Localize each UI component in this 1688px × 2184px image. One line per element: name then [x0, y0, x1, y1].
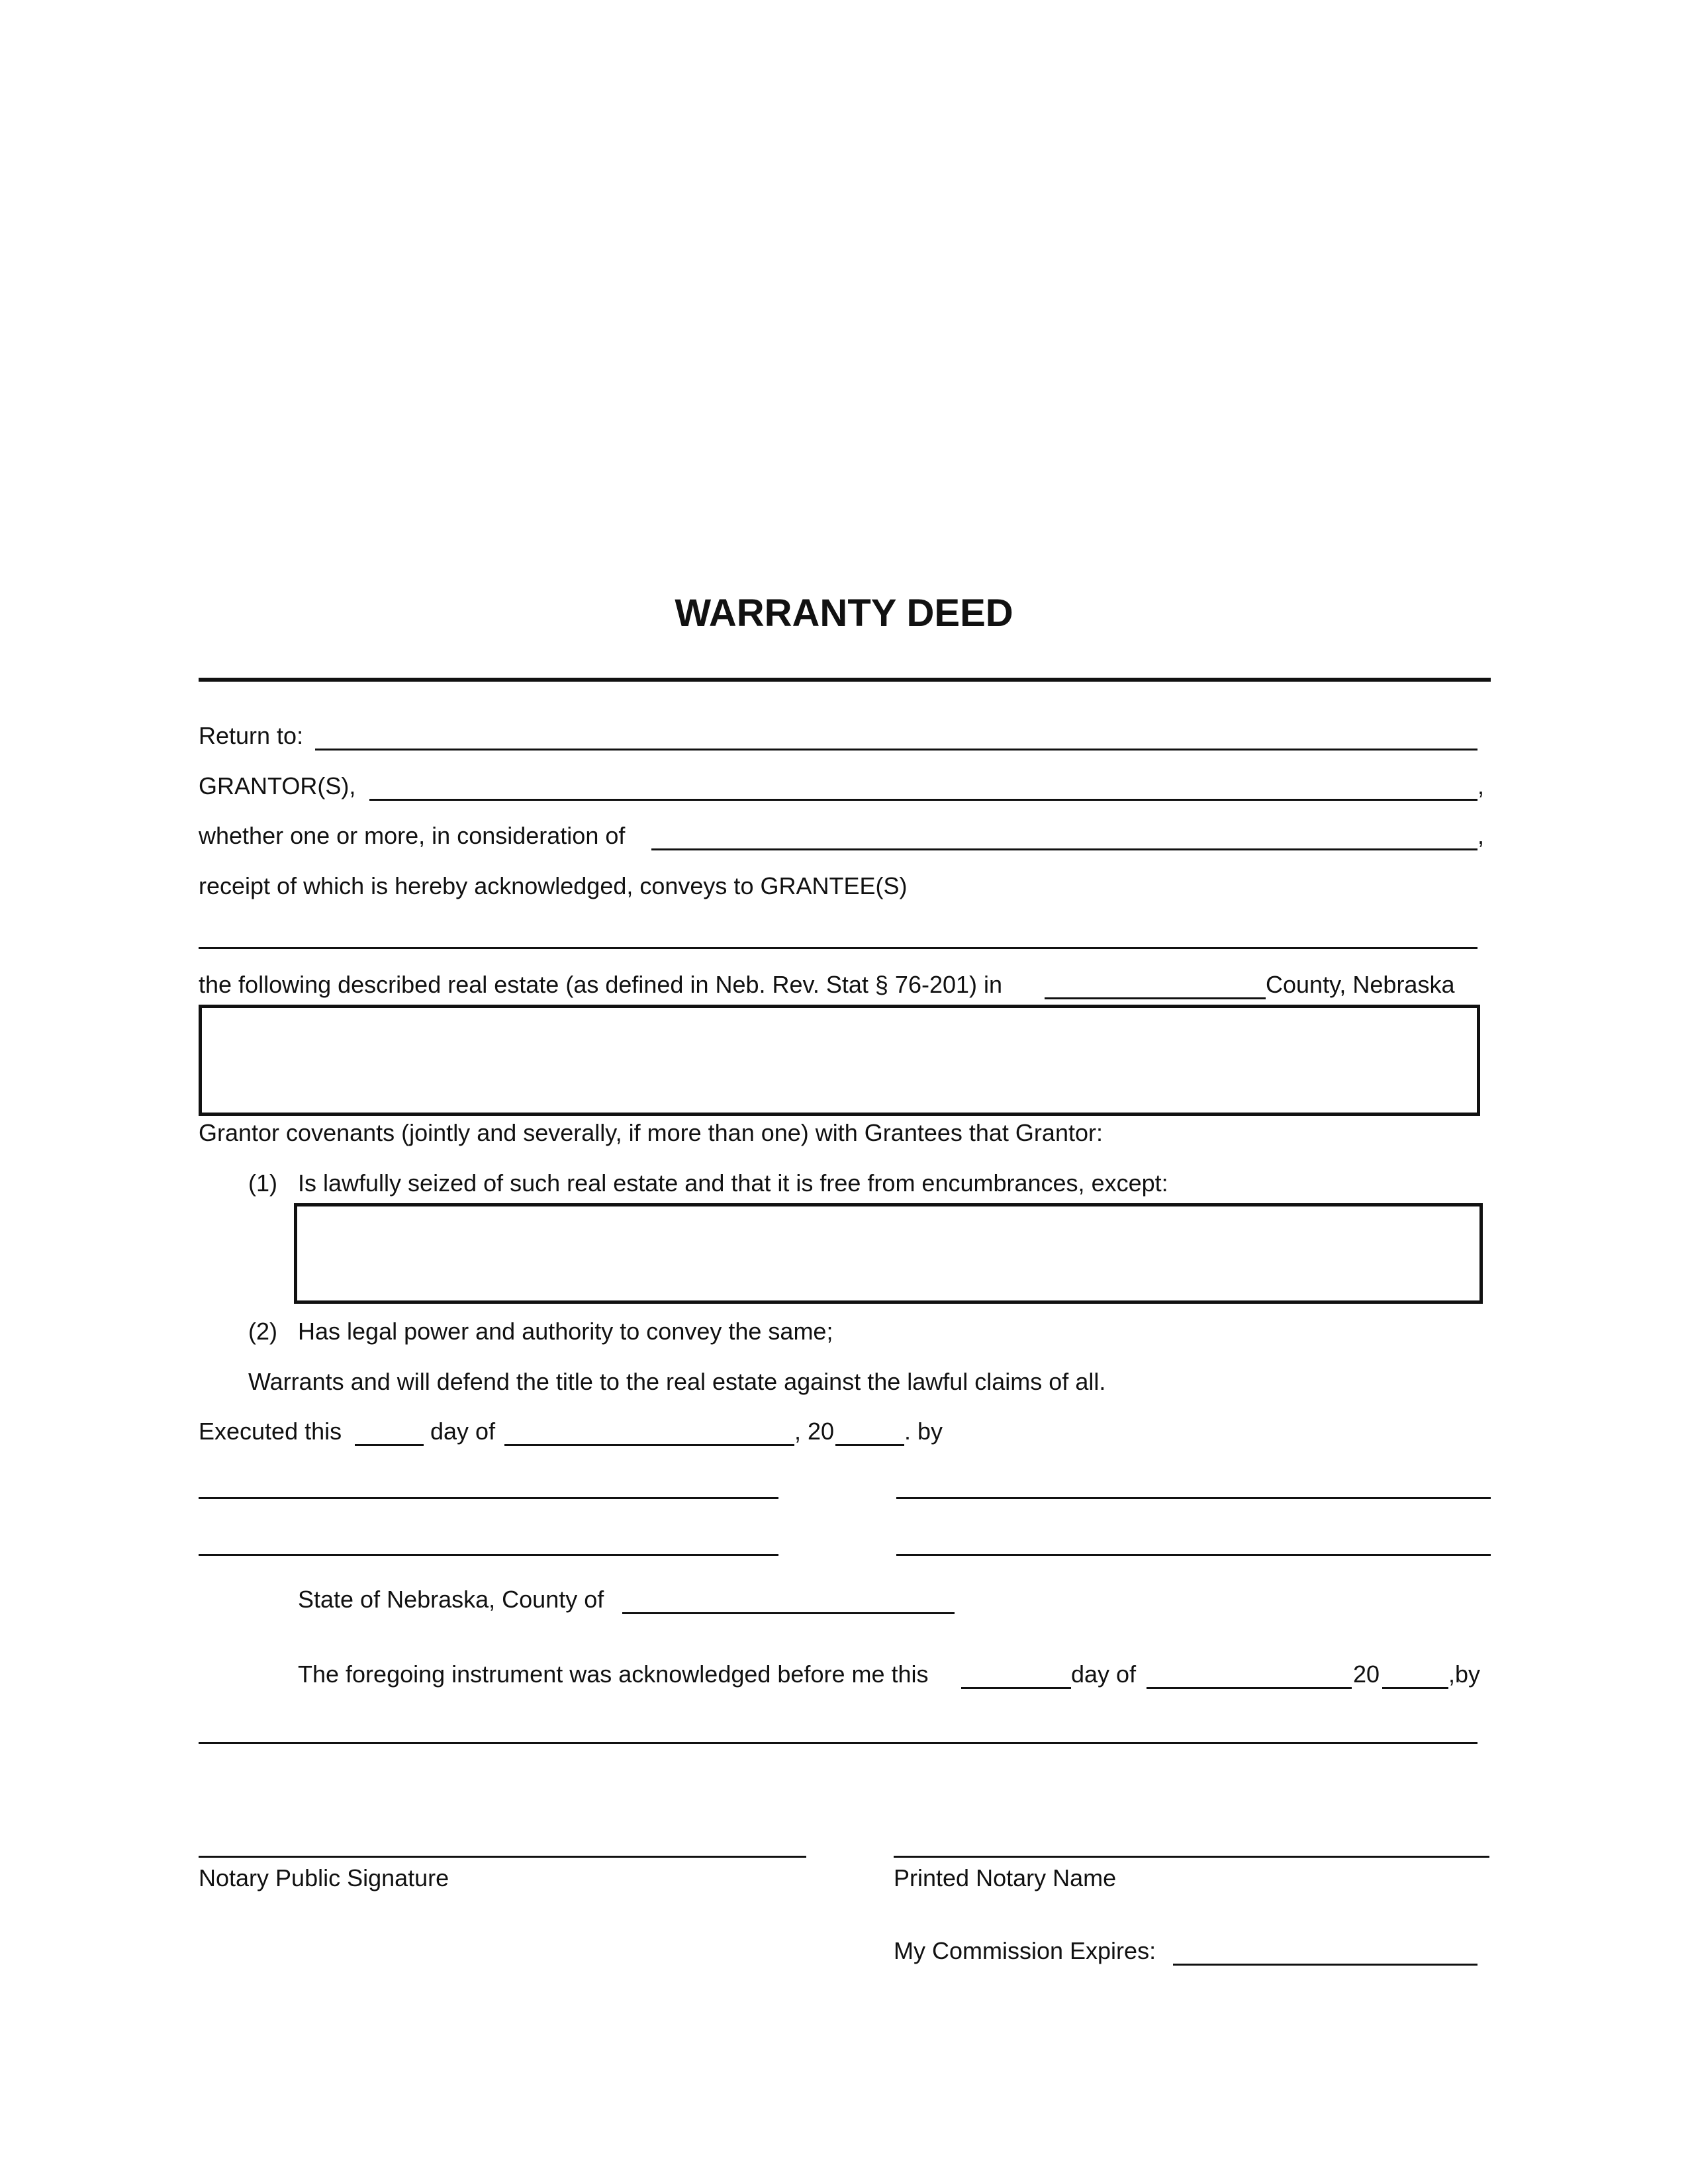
- notary-signature-label: Notary Public Signature: [199, 1864, 449, 1891]
- executed-day-field[interactable]: [355, 1444, 424, 1446]
- document-title: WARRANTY DEED: [675, 592, 1013, 635]
- return-to-field[interactable]: [315, 749, 1477, 751]
- notary-county-field[interactable]: [622, 1612, 955, 1614]
- executed-prefix: Executed this: [199, 1418, 342, 1445]
- grantee-field[interactable]: [199, 947, 1477, 949]
- state-county-label: State of Nebraska, County of: [298, 1586, 604, 1613]
- notary-signature-line[interactable]: [199, 1856, 806, 1858]
- county-field[interactable]: [1045, 997, 1266, 999]
- ack-day-of: day of: [1071, 1661, 1137, 1688]
- item-2-text: Has legal power and authority to convey the same;: [298, 1318, 833, 1345]
- printed-notary-name-label: Printed Notary Name: [894, 1864, 1117, 1891]
- executed-month-field[interactable]: [504, 1444, 794, 1446]
- return-to-label: Return to:: [199, 722, 304, 749]
- grantor-comma: ,: [1477, 772, 1485, 799]
- ack-year-prefix: 20: [1353, 1661, 1380, 1688]
- grantor-signature-line-4[interactable]: [896, 1554, 1491, 1556]
- grantor-signature-line-2[interactable]: [896, 1497, 1491, 1499]
- item-1-number: (1): [248, 1169, 277, 1197]
- consideration-label: whether one or more, in consideration of: [199, 822, 626, 849]
- ack-by: ,by: [1448, 1661, 1481, 1688]
- executed-day-of: day of: [430, 1418, 496, 1445]
- executed-year-prefix: , 20: [794, 1418, 835, 1445]
- encumbrances-box[interactable]: [294, 1203, 1483, 1304]
- ack-month-field[interactable]: [1147, 1687, 1352, 1689]
- printed-notary-name-line[interactable]: [894, 1856, 1489, 1858]
- commission-expires-label: My Commission Expires:: [894, 1937, 1156, 1964]
- covenants-text: Grantor covenants (jointly and severally, if more than one) with Grantees that Grantor:: [199, 1119, 1103, 1146]
- item-1-text: Is lawfully seized of such real estate and that it is free from encumbrances, except:: [298, 1169, 1168, 1197]
- grantor-signature-line-1[interactable]: [199, 1497, 778, 1499]
- acknowledged-by-field[interactable]: [199, 1742, 1477, 1744]
- warrants-text: Warrants and will defend the title to the real estate against the lawful claims of all.: [248, 1368, 1106, 1395]
- acknowledged-prefix: The foregoing instrument was acknowledged before me this: [298, 1661, 929, 1688]
- consideration-field[interactable]: [651, 848, 1477, 850]
- grantor-field[interactable]: [369, 799, 1477, 801]
- county-nebraska-text: County, Nebraska: [1266, 971, 1455, 998]
- executed-year-field[interactable]: [835, 1444, 904, 1446]
- item-2-number: (2): [248, 1318, 277, 1345]
- title-divider: [199, 678, 1491, 682]
- receipt-text: receipt of which is hereby acknowledged, conveys to GRANTEE(S): [199, 872, 908, 899]
- real-estate-text: the following described real estate (as defined in Neb. Rev. Stat § 76-201) in: [199, 971, 1003, 998]
- ack-year-field[interactable]: [1382, 1687, 1448, 1689]
- grantor-label: GRANTOR(S),: [199, 772, 356, 799]
- grantor-signature-line-3[interactable]: [199, 1554, 778, 1556]
- legal-description-box[interactable]: [199, 1005, 1480, 1116]
- ack-day-field[interactable]: [961, 1687, 1071, 1689]
- executed-by: . by: [904, 1418, 943, 1445]
- consideration-comma: ,: [1477, 822, 1485, 849]
- commission-expires-field[interactable]: [1173, 1964, 1477, 1966]
